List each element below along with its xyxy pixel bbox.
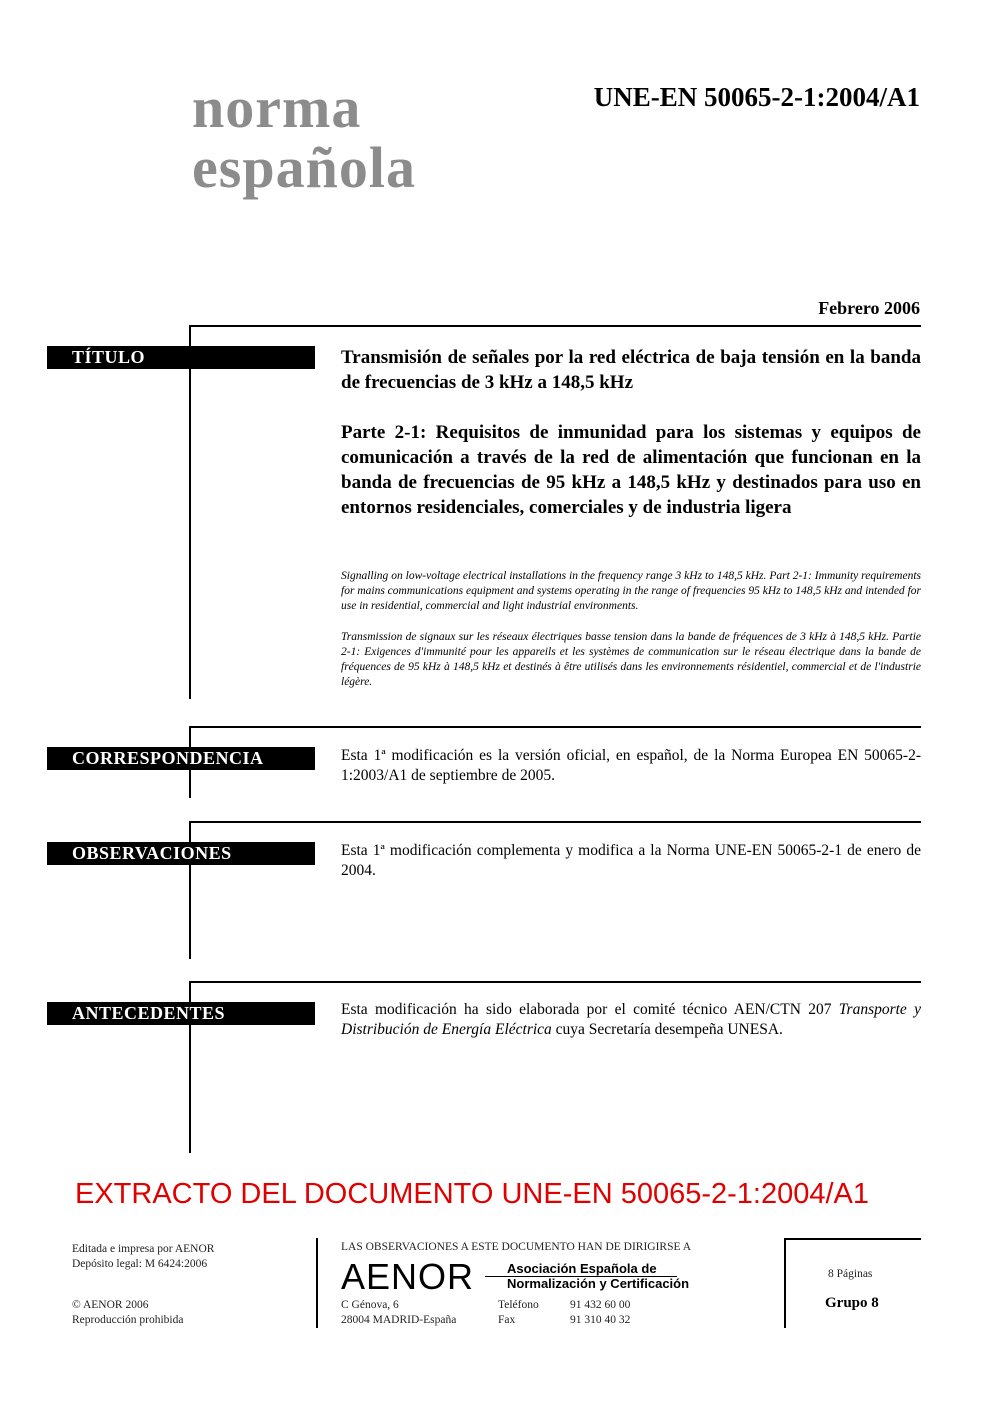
antecedentes-text-end: cuya Secretaría desempeña UNESA. <box>551 1021 783 1038</box>
norma-espanola-heading <box>192 75 416 200</box>
extract-notice: EXTRACTO DEL DOCUMENTO UNE-EN 50065-2-1:2004/A1 <box>75 1178 870 1210</box>
footer-divider-left <box>316 1238 318 1328</box>
footer-divider-right <box>784 1238 786 1328</box>
titulo-left-rule <box>189 325 191 699</box>
aenor-assoc-line1: Asociación Española de <box>507 1261 657 1276</box>
titulo-french: Transmission de signaux sur les réseaux électriques basse tension dans la bande de fréquences de 3 kHz à 148,5 kHz. Partie 2-1: Exigences d'immunité pour les appareils et les systèmes de communication sur le réseau électrique dans la bande de fréquences de 95 kHz à 148,5 kHz et destinés à être utilisés dans les environnements résidentiel, commercial et de l'industrie légère. <box>341 631 921 688</box>
footer-observations-heading: LAS OBSERVACIONES A ESTE DOCUMENTO HAN DE DIRIGIRSE A <box>341 1241 692 1253</box>
footer-fax-label: Fax <box>498 1314 516 1326</box>
aenor-logo: AENOR <box>341 1256 475 1297</box>
antecedentes-text <box>341 1000 921 1040</box>
correspondencia-top-rule <box>190 726 921 728</box>
antecedentes-text-start: Esta modificación ha sido elaborada por el comité técnico AEN/CTN 207 <box>341 1001 839 1018</box>
correspondencia-label: CORRESPONDENCIA <box>47 747 315 770</box>
footer-copyright: © AENOR 2006 <box>72 1299 149 1311</box>
footer-pages: 8 Páginas <box>828 1268 873 1280</box>
observaciones-text: Esta 1ª modificación complementa y modifica a la Norma UNE-EN 50065-2-1 de enero de 2004. <box>341 842 921 879</box>
aenor-assoc-line2: Normalización y Certificación <box>507 1276 690 1291</box>
antecedentes-committee-name: Transporte y Distribución de Energía Eléctrica <box>341 1001 921 1038</box>
aenor-association-name <box>507 1261 689 1291</box>
titulo-spanish-part1: Transmisión de señales por la red eléctrica de baja tensión en la banda de frecuencias de 3 kHz a 148,5 kHz <box>341 347 921 393</box>
footer-address2: 28004 MADRID-España <box>341 1314 457 1326</box>
footer-edited: Editada e impresa por AENOR <box>72 1243 215 1255</box>
footer-fax: 91 310 40 32 <box>570 1314 631 1326</box>
norma-line1: norma <box>192 75 362 140</box>
footer-deposito: Depósito legal: M 6424:2006 <box>72 1258 208 1270</box>
footer-phone-label: Teléfono <box>498 1299 539 1311</box>
titulo-english: Signalling on low-voltage electrical installations in the frequency range 3 kHz to 148,5 kHz. Part 2-1: Immunity requirements for mains communications equipment and systems operating in the range of frequencies 95 kHz to 148,5 kHz and intended for use in residential, commercial and light industrial environments. <box>341 570 921 612</box>
footer-group: Grupo 8 <box>825 1295 879 1311</box>
footer-address1: C Génova, 6 <box>341 1299 399 1311</box>
antecedentes-label: ANTECEDENTES <box>47 1002 315 1025</box>
antecedentes-top-rule <box>190 981 921 983</box>
document-id: UNE-EN 50065-2-1:2004/A1 <box>593 82 920 112</box>
observaciones-top-rule <box>190 821 921 823</box>
titulo-top-rule <box>190 325 921 327</box>
footer-box-top-rule <box>785 1238 921 1240</box>
titulo-spanish-part2: Parte 2-1: Requisitos de inmunidad para los sistemas y equipos de comunicación a través de la red de alimentación que funcionan en la banda de frecuencias de 95 kHz a 148,5 kHz y destinados para uso en entornos residenciales, comerciales y de industria ligera <box>341 422 921 518</box>
footer-phone: 91 432 60 00 <box>570 1299 631 1311</box>
correspondencia-text: Esta 1ª modificación es la versión oficial, en español, de la Norma Europea EN 50065-2-1:2003/A1 de septiembre de 2005. <box>341 747 921 784</box>
publication-date: Febrero 2006 <box>818 298 920 318</box>
norma-line2: española <box>192 135 416 200</box>
observaciones-label: OBSERVACIONES <box>47 842 315 865</box>
titulo-label: TÍTULO <box>47 346 315 369</box>
footer-reproduction: Reproducción prohibida <box>72 1314 184 1326</box>
